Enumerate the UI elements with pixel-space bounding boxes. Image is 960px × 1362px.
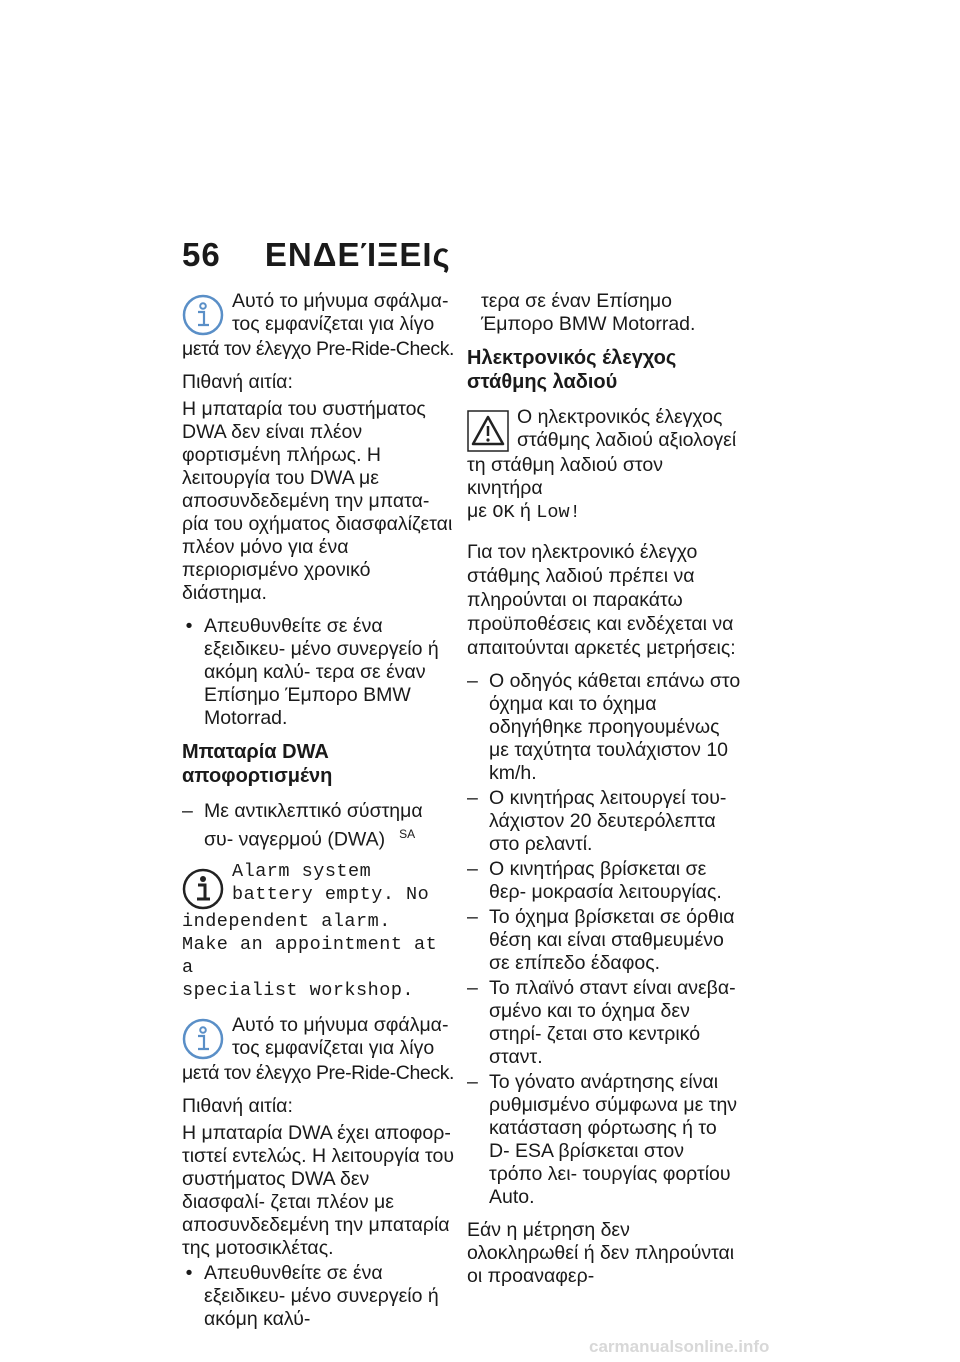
warning-prefix: με: [467, 500, 487, 522]
list-item: [467, 977, 742, 1069]
list-item: [467, 858, 742, 904]
outro-text: Εάν η μέτρηση δεν ολοκληρωθεί ή δεν πληρούνται οι προαναφερ-: [467, 1219, 735, 1287]
bullet-1-text: Απευθυνθείτε σε ένα εξειδικευ- μένο συνεργείο ή ακόμη καλύ- τερα σε έναν Επίσημο Έμπορο BMW Motorrad.: [204, 615, 439, 729]
dash-item-dwa: [182, 800, 457, 852]
note-1-line1: Αυτό το μήνυμα σφάλμα-: [232, 290, 449, 312]
page-number: 56: [182, 236, 221, 273]
dash-icon: –: [182, 800, 193, 822]
note-2-line3: μετά τον έλεγχο Pre-Ride-Check.: [182, 1061, 455, 1084]
watermark: carmanualsonline.info: [589, 1337, 770, 1356]
alarm-line2: battery empty. No: [232, 883, 430, 905]
bullet-2-text: Απευθυνθείτε σε ένα εξειδικευ- μένο συνεργείο ή ακόμη καλύ-: [204, 1261, 439, 1330]
list-item-text: Το όχημα βρίσκεται σε όρθια θέση και είναι σταθμευμένο σε επίπεδο έδαφος.: [489, 906, 735, 974]
cause-2-text: Η μπαταρία DWA έχει αποφορ- τιστεί εντελώς. Η λειτουργία του συστήματος DWA δεν διασφαλί- ζεται πλέον με αποσυνδεδεμένη την μπαταρία της μοτοσικλέτας.: [182, 1121, 454, 1259]
oil-status-ok: OK: [492, 502, 515, 523]
note-1-line2: τος εμφανίζεται για λίγο: [232, 313, 435, 335]
warning-line2: στάθμης λαδιού αξιολογεί: [517, 429, 737, 451]
alarm-line4: Make an appointment at a: [182, 933, 438, 978]
note-1-line3: μετά τον έλεγχο Pre-Ride-Check.: [182, 338, 455, 360]
info-icon: [182, 868, 224, 910]
warning-line3: τη στάθμη λαδιού στον κινητήρα: [467, 454, 663, 499]
info-note-1: [182, 290, 457, 361]
conditions-intro: Για τον ηλεκτρονικό έλεγχο στάθμης λαδιού πρέπει να πληρούνται οι παρακάτω προϋποθέσεις και ενδέχεται να απαιτούνται αρκετές μετρήσεις:: [467, 541, 736, 659]
list-item-text: Ο κινητήρας βρίσκεται σε θερ- μοκρασία λειτουργίας.: [489, 858, 722, 903]
warning-or: ή: [520, 500, 531, 522]
list-item: [467, 670, 742, 785]
dash-dwa-text: Με αντικλεπτικό σύστημα συ- ναγερμού (DWA): [204, 800, 423, 851]
info-note-2: [182, 1014, 457, 1085]
cause-1-label: Πιθανή αιτία:: [182, 371, 293, 393]
alarm-message: [182, 860, 457, 1002]
oil-warning: [467, 406, 742, 524]
warning-line1: Ο ηλεκτρονικός έλεγχος: [517, 406, 723, 428]
dash-icon: –: [467, 906, 478, 928]
note-2-line2: τος εμφανίζεται για λίγο: [232, 1036, 435, 1059]
info-icon: [182, 294, 224, 336]
bullet-icon: •: [185, 615, 193, 637]
left-column: [182, 290, 457, 1341]
bullet-icon: •: [185, 1261, 193, 1284]
dash-icon: –: [467, 1071, 478, 1093]
note-2-line1: Αυτό το μήνυμα σφάλμα-: [232, 1013, 449, 1036]
bullet-item-2: [182, 1262, 457, 1331]
right-column: [467, 290, 742, 1298]
cause-1-text: Η μπαταρία του συστήματος DWA δεν είναι πλέον φορτισμένη πλήρως. Η λειτουργία του DWA με αποσυνδεδεμένη την μπατα- ρία του οχήματος διασφαλίζεται πλέον μόνο για ένα περιορισμένο χρονικό διάστημα.: [182, 398, 453, 604]
oil-status-low: Low!: [536, 502, 581, 523]
bullet-item-1: [182, 615, 457, 730]
section-title: ΕΝΔΕΊΞΕΙς: [264, 236, 451, 273]
list-item-text: Το πλαϊνό σταντ είναι ανεβα- σμένο και το όχημα δεν στηρί- ζεται στο κεντρικό σταντ.: [489, 977, 736, 1068]
conditions-list: [467, 670, 742, 1209]
warning-triangle-icon: [467, 410, 509, 452]
list-item-text: Ο οδηγός κάθεται επάνω στο όχημα και το όχημα οδηγήθηκε προηγουμένως με ταχύτητα τουλάχιστον 10 km/h.: [489, 670, 741, 784]
alarm-line5: specialist workshop.: [182, 979, 415, 1001]
list-item: [467, 1071, 742, 1209]
dash-icon: –: [467, 787, 478, 809]
list-item: [467, 906, 742, 975]
dash-icon: –: [467, 977, 478, 999]
list-item-text: Ο κινητήρας λειτουργεί του- λάχιστον 20 δευτερόλεπτα στο ρελαντί.: [489, 787, 727, 855]
cause-2-label: Πιθανή αιτία:: [182, 1094, 293, 1117]
info-icon: [182, 1018, 224, 1060]
page-header: [182, 236, 451, 274]
list-item-text: Το γόνατο ανάρτησης είναι ρυθμισμένο σύμφωνα με την κατάσταση φόρτωσης ή το D- ESA βρίσκεται στον τρόπο λει- τουργίας φορτίου Auto.: [489, 1071, 738, 1208]
alarm-line3: independent alarm.: [182, 910, 391, 932]
dash-icon: –: [467, 670, 478, 692]
dash-icon: –: [467, 858, 478, 880]
continuation-text: τερα σε έναν Επίσημο Έμπορο BMW Motorrad.: [481, 290, 696, 335]
alarm-line1: Alarm system: [232, 860, 372, 882]
heading-dwa: Μπαταρία DWA αποφορτισμένη: [182, 741, 333, 787]
list-item: [467, 787, 742, 856]
heading-oil-level: Ηλεκτρονικός έλεγχος στάθμης λαδιού: [467, 347, 677, 393]
warning-line4: [467, 500, 742, 524]
sa-mark: SA: [399, 827, 416, 841]
